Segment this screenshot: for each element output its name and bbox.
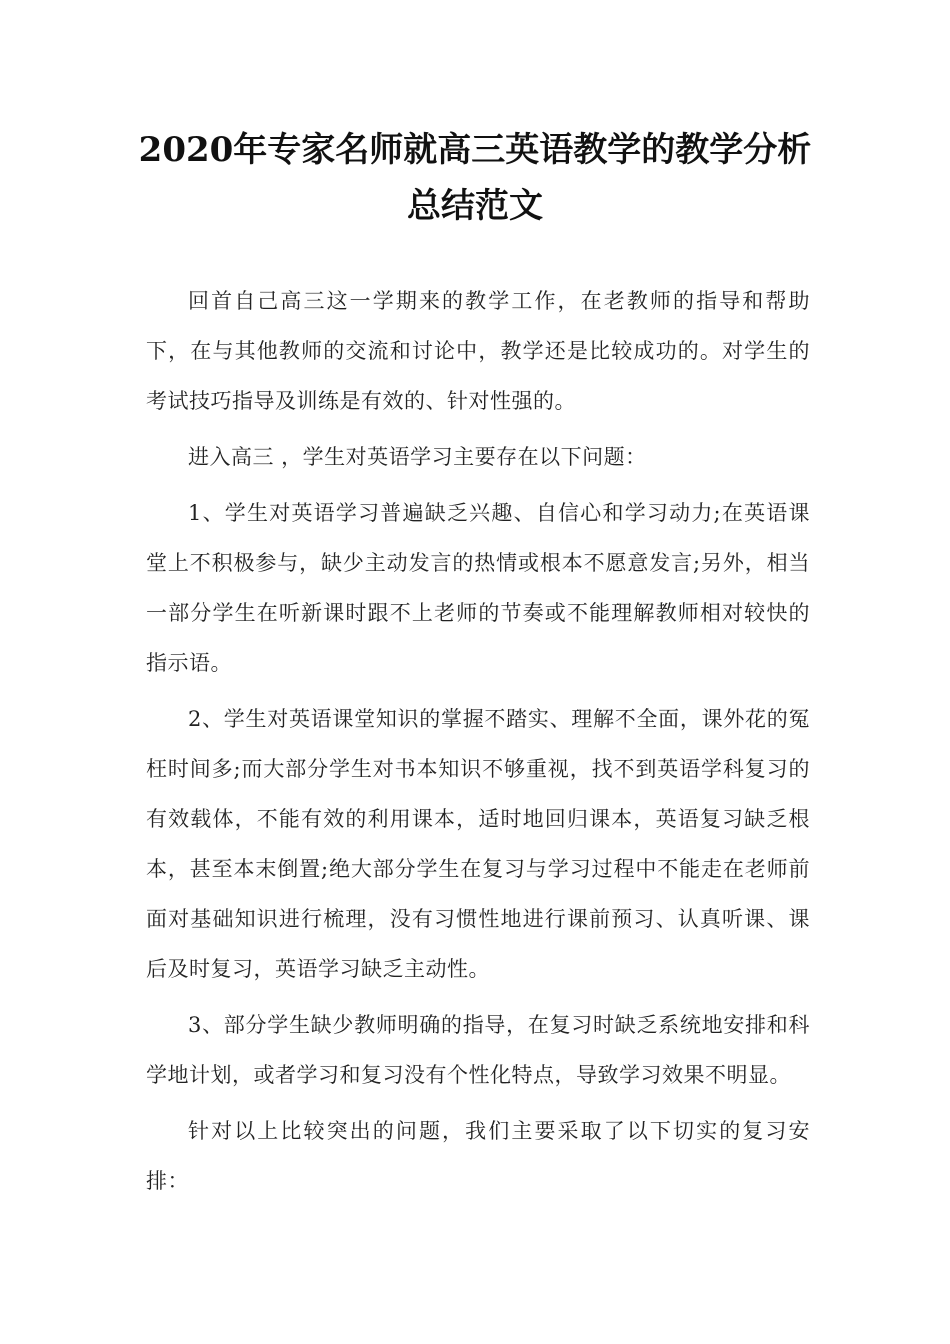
paragraph-intro: 回首自己高三这一学期来的教学工作，在老教师的指导和帮助下，在与其他教师的交流和讨论中，教学还是比较成功的。对学生的考试技巧指导及训练是有效的、针对性强的。 (146, 289, 810, 413)
paragraph-measures-heading: 针对以上比较突出的问题，我们主要采取了以下切实的复习安排： (146, 1119, 810, 1193)
document-body (146, 276, 810, 1212)
document-title: 2020年专家名师就高三英语教学的教学分析总结范文 (138, 130, 812, 226)
paragraph-problems-heading: 进入高三 ，学生对英语学习主要存在以下问题： (188, 445, 647, 469)
paragraph-problem-3: 3、部分学生缺少教师明确的指导，在复习时缺乏系统地安排和科学地计划，或者学习和复习没有个性化特点，导致学习效果不明显。 (146, 1013, 810, 1087)
paragraph-problem-2: 2、学生对英语课堂知识的掌握不踏实、理解不全面，课外花的冤枉时间多;而大部分学生对书本知识不够重视，找不到英语学科复习的有效载体，不能有效的利用课本，适时地回归课本，英语复习缺乏根本，甚至本末倒置;绝大部分学生在复习与学习过程中不能走在老师前面对基础知识进行梳理，没有习惯性地进行课前预习、认真听课、课后及时复习，英语学习缺乏主动性。 (146, 707, 810, 981)
paragraph-problem-1: 1、学生对英语学习普遍缺乏兴趣、自信心和学习动力;在英语课堂上不积极参与，缺少主动发言的热情或根本不愿意发言;另外，相当一部分学生在听新课时跟不上老师的节奏或不能理解教师相对较快的指示语。 (146, 501, 810, 675)
